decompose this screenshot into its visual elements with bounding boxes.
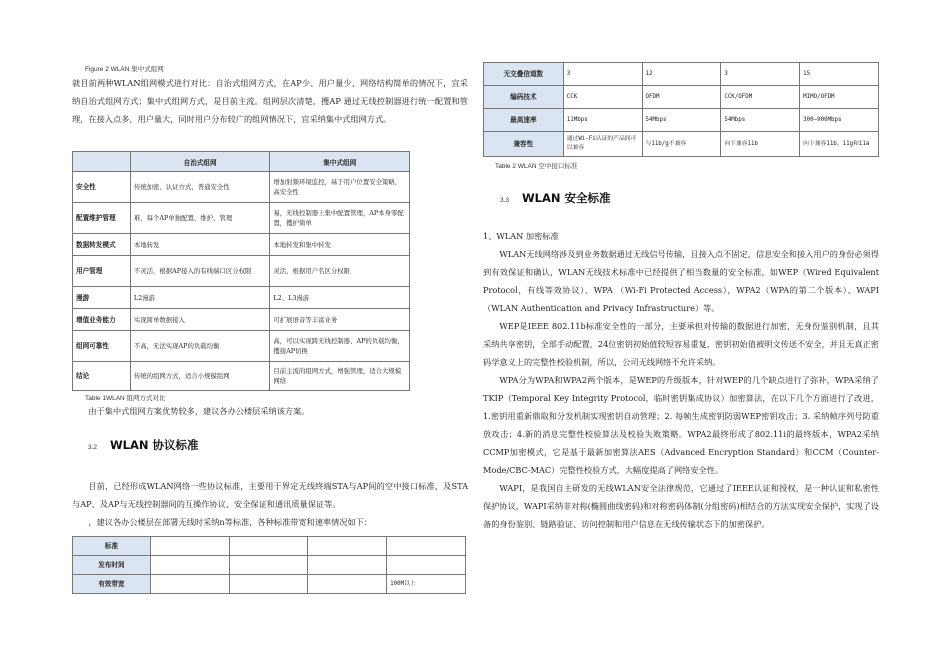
table-row [73,575,466,594]
protocol-text-2: ，建议各办公楼层在部署无线时采纳n等标准，各种标准带宽和速率情况如下： [88,517,373,527]
table-cell: 3 [563,63,642,86]
security-text-4: WAPI，是我国自主研发的无线WLAN安全法律规范，它通过了IEEE认证和授权，是一种认证和私密性保护协议，WAPI采纳非对称(椭圆曲线密码)和对称密码体制(分组密码)相结合的方法实现安全保护，实现了设备的身份鉴别、链路验证、访问控制和用户信息在无线传输状态下的加密保护。 [483,483,879,529]
table-row [73,287,410,309]
table-cell: 本地转发和集中转发 [270,234,410,256]
table-cell [308,575,387,594]
table-cell [150,537,229,556]
table-cell [387,537,466,556]
table-cell: CCK [563,86,642,109]
row-label: 发布时间 [73,556,151,575]
table-row [73,309,410,331]
table-cell: 15 [800,63,879,86]
row-label: 无交叠信道数 [484,63,564,86]
table-cell: 可扩展语音等丰富业务 [270,309,410,331]
table-cell [229,556,308,575]
table-cell: 54Mbps [721,109,800,132]
table-row [73,172,410,203]
table-cell: 实现简单数据接入 [130,309,270,331]
row-label: 最高速率 [484,109,564,132]
table-cell: OFDM [642,86,721,109]
list-heading: 1、WLAN 加密标准 [483,231,559,241]
table-cell: 不灵活，根据AP接入的有线端口区分权限 [130,256,270,287]
row-label: 数据转发模式 [73,234,131,256]
security-paragraphs [483,227,879,533]
table-cell: 灵活，根据用户名区分权限 [270,256,410,287]
section-title: WLAN 安全标准 [522,191,611,205]
security-text-3: WPA分为WPA和WPA2两个版本，是WEP的升级版本，针对WEP的几个缺点进行了弥补，WPA采纳了TKIP（Temporal Key Integrity Protocol，临时密钥集成协议）加密算法，在以下几个方面进行了改进，1.密钥用重新鼎取和分发机制实现密钥自动管理；2. 每帧生成密钥防弱WEP密钥攻击；3. 采纳帧序列号防重放攻击；4.新的消息完整性校验算法及校验失败策略。WPA2最终形成了802.11i的最终版本，WPA2采纳CCMP加密模式，它是基于最新加密算法AES（Advanced Encryption Standard）和CCM（Counter-Mode/CBC-MAC）完整性校验方式，大幅度提高了网络安全性。 [483,375,879,475]
row-label: 结论 [73,362,131,391]
table-cell: 不高，无法实现AP的负载均衡 [130,331,270,362]
table-cell: 本地转发 [130,234,270,256]
row-label: 安全性 [73,172,131,203]
section-heading-3-2 [88,437,199,453]
table-cell: 与11b/g不兼容 [642,132,721,157]
table-cell: 54Mbps [642,109,721,132]
intro-text: 就目前两种WLAN组网模式进行对比：自治式组网方式，在AP少、用户量少、网络结构简单的情况下，宜采纳自治式组网方式；集中式组网方式，是目前主流。组网层次清楚，擭AP 通过无线控制器进行统一配置和管理，在接入点多，用户量大，同时用户分布较广的组网情况下，宜采纳集中式组网方式。 [72,78,468,124]
table-cell: 100M以上 [387,575,466,594]
table-header-row [73,152,410,172]
table-cell: 向下兼容11b [721,132,800,157]
table-cell: CCK/OFDM [721,86,800,109]
wlan-air-interface-table [483,62,879,157]
table-row [73,537,466,556]
table-row [73,362,410,391]
table2-caption: Table 2 WLAN 空中接口标准 [495,163,578,170]
table-cell: 传统加密、认证方式，普通安全性 [130,172,270,203]
after-table-paragraph [72,402,468,420]
row-label: 漫游 [73,287,131,309]
intro-paragraph [72,74,468,128]
table-row [73,234,410,256]
figure-caption: Figure 2 WLAN 集中式组网 [85,66,164,73]
table-row [73,331,410,362]
table-row [484,63,879,86]
table-cell: 300—900Mbps [800,109,879,132]
table-row [73,256,410,287]
table-header-cell [73,152,131,172]
row-label: 用户管理 [73,256,131,287]
table-cell [150,556,229,575]
table-cell [387,556,466,575]
table-cell [308,537,387,556]
section-number: 3.2 [88,444,98,451]
table-header-cell: 自治式组网 [130,152,270,172]
table-cell [308,556,387,575]
table-cell: 目前主流的组网方式，增强管理，适合大规模网络 [270,362,410,391]
wlan-standards-table [72,536,466,594]
section-title: WLAN 协议标准 [110,438,199,452]
row-label: 兼容性 [484,132,564,157]
table-header-cell: 集中式组网 [270,152,410,172]
table1-caption: Table 1WLAN 组网方式对比 [85,395,166,402]
security-text-2: WEP是IEEE 802.11b标准安全性的一部分，主要承担对传输的数据进行加密，无身份鉴别机制，且其采纳共享密钥，全部手动配置，24位密钥初始值较短容易重复，密钥初始值被明文传送不安全，并且无真正密码学意义上的完整性校验机制，所以，公司无线网络不允许采纳。 [483,321,879,367]
table-cell: 12 [642,63,721,86]
table-cell: L2、L3漫游 [270,287,410,309]
table-cell [229,537,308,556]
row-label: 标准 [73,537,151,556]
table-row [484,109,879,132]
section-number: 3.3 [500,197,510,204]
table-cell: 通过Wi-Fi认证的产品间可以兼容 [563,132,642,157]
table-cell [229,575,308,594]
row-label: 配置维护管理 [73,203,131,234]
table-cell: MIMO/OFDM [800,86,879,109]
table-cell: 高，可以实现跨无线控制器、AP的负载均衡，擭接AP切换 [270,331,410,362]
wlan-networking-comparison-table [72,151,410,391]
section-heading-3-3 [500,190,611,206]
table-cell [150,575,229,594]
row-label: 有效带宽 [73,575,151,594]
row-label: 编码技术 [484,86,564,109]
table-cell: L2漫游 [130,287,270,309]
table-row [484,132,879,157]
table-cell: 11Mbps [563,109,642,132]
table-cell: 传统的组网方式，适合小规模组网 [130,362,270,391]
security-text-1: WLAN无线网络涉及到业务数据通过无线信号传输，且接入点不固定，信息安全和接入用户的身份必须得到有效保证和确认，WLAN无线技术标准中已经提供了相当数量的安全标准，如WEP（Wired Equivalent Protocol，有线等效协议）、WPA （Wi-Fi Protected Access），WPA2（WPA的第二个版本）、WAPI（WLAN Authentication and Privacy Infrastructure）等。 [483,249,879,313]
table-cell: 3 [721,63,800,86]
table-row [73,203,410,234]
table-cell: 向下兼容11b、11g和11a [800,132,879,157]
table-cell: 难，每个AP单独配置、维护、管理 [130,203,270,234]
protocol-text-1: 目前，已经形成WLAN网络一些协议标准，主要用于界定无线终端STA与AP间的空中接口标准，及STA与AP、及AP与无线控制器间的互操作协议、安全保证和通讯质量保证等。 [72,481,468,509]
row-label: 增值业务能力 [73,309,131,331]
after-table-text: 由于集中式组网方案优势较多，建议各办公楼层采纳该方案。 [88,406,310,416]
table-row [73,556,466,575]
table-cell: 易，无线控制器上集中配置管理，AP本身零配置，擭护简单 [270,203,410,234]
table-cell: 增加射频环境监控，基于用户位置安全策略，高安全性 [270,172,410,203]
protocol-paragraph [72,477,468,531]
row-label: 组网可靠性 [73,331,131,362]
table-row [484,86,879,109]
